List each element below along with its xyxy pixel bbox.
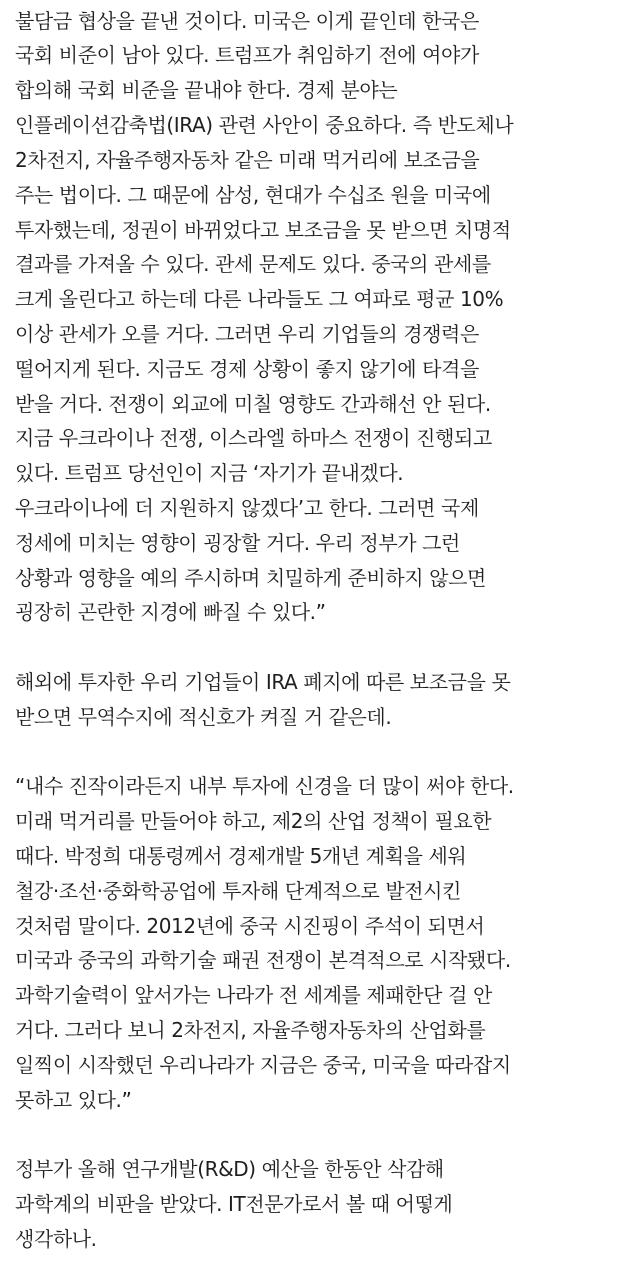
article-line: 인플레이션감축법(IRA) 관련 사안이 중요하다. 즉 반도체나 [15, 113, 514, 137]
article-line: 굉장히 곤란한 지경에 빠질 수 있다.” [15, 600, 326, 624]
article-line: 상황과 영향을 예의 주시하며 치밀하게 준비하지 않으면 [15, 566, 486, 590]
article-line: 정부가 올해 연구개발(R&D) 예산을 한동안 삭감해 [15, 1157, 444, 1181]
article-line: 과학계의 비판을 받았다. IT전문가로서 볼 때 어떻게 [15, 1192, 453, 1216]
article-line: 거다. 그러다 보니 2차전지, 자율주행자동차의 산업화를 [15, 1018, 486, 1042]
article-line: 불담금 협상을 끝낸 것이다. 미국은 이게 끝인데 한국은 [15, 9, 479, 33]
article-line: 있다. 트럼프 당선인이 지금 ‘자기가 끝내겠다. [15, 461, 404, 485]
article-line: 받으면 무역수지에 적신호가 켜질 거 같은데. [15, 705, 392, 729]
article-line: 철강·조선·중화학공업에 투자해 단계적으로 발전시킨 [15, 879, 462, 903]
article-line: 받을 거다. 전쟁이 외교에 미칠 영향도 간과해선 안 된다. [15, 392, 491, 416]
article-line: 것처럼 말이다. 2012년에 중국 시진핑이 주석이 되면서 [15, 914, 485, 938]
article-line: “내수 진작이라든지 내부 투자에 신경을 더 많이 써야 한다. [15, 774, 514, 798]
article-line: 주는 법이다. 그 때문에 삼성, 현대가 수십조 원을 미국에 [15, 183, 491, 207]
article-line: 크게 올린다고 하는데 다른 나라들도 그 여파로 평균 10% [15, 287, 504, 311]
article-line: 미래 먹거리를 만들어야 하고, 제2의 산업 정책이 필요한 [15, 809, 492, 833]
article-line: 2차전지, 자율주행자동차 같은 미래 먹거리에 보조금을 [15, 148, 480, 172]
article-line: 우크라이나에 더 지원하지 않겠다’고 한다. 그러면 국제 [15, 496, 479, 520]
article-line: 해외에 투자한 우리 기업들이 IRA 폐지에 따른 보조금을 못 [15, 670, 511, 694]
article-line: 국회 비준이 남아 있다. 트럼프가 취임하기 전에 여야가 [15, 43, 479, 67]
article-line: 미국과 중국의 과학기술 패권 전쟁이 본격적으로 시작됐다. [15, 948, 511, 972]
article-line: 결과를 가져올 수 있다. 관세 문제도 있다. 중국의 관세를 [15, 252, 491, 276]
article-line: 일찍이 시작했던 우리나라가 지금은 중국, 미국을 따라잡지 [15, 1053, 511, 1077]
article-line: 과학기술력이 앞서가는 나라가 전 세계를 제패한단 걸 안 [15, 983, 492, 1007]
article-line: 때다. 박정희 대통령께서 경제개발 5개년 계획을 세워 [15, 844, 467, 868]
article-line: 지금 우크라이나 전쟁, 이스라엘 하마스 전쟁이 진행되고 [15, 426, 492, 450]
article-line: 생각하나. [15, 1227, 97, 1251]
article-line: 투자했는데, 정권이 바뀌었다고 보조금을 못 받으면 치명적 [15, 218, 511, 242]
article-line: 떨어지게 된다. 지금도 경제 상황이 좋지 않기에 타격을 [15, 357, 479, 381]
article-line: 못하고 있다.” [15, 1088, 132, 1112]
article-line: 이상 관세가 오를 거다. 그러면 우리 기업들의 경쟁력은 [15, 322, 479, 346]
article-line: 정세에 미치는 영향이 굉장할 거다. 우리 정부가 그런 [15, 531, 460, 555]
article-line: 합의해 국회 비준을 끝내야 한다. 경제 분야는 [15, 78, 398, 102]
